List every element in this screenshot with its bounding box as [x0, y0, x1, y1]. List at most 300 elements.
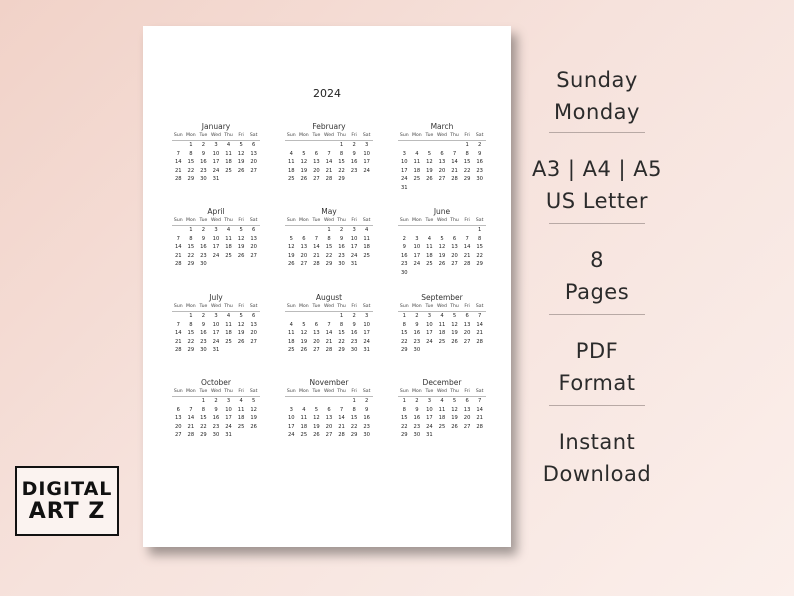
weekday-label: Thu	[448, 217, 461, 226]
day-cell: 25	[237, 423, 245, 430]
day-cell: 4	[289, 321, 293, 328]
day-cell: 28	[325, 347, 333, 354]
day-cell: 26	[237, 252, 245, 259]
weekday-label: Sun	[172, 388, 185, 397]
day-cell: 31	[426, 432, 433, 439]
day-cell: 28	[476, 423, 483, 430]
weekday-label: Wed	[323, 217, 336, 226]
weekday-label: Fri	[235, 388, 248, 397]
day-cell: 16	[476, 159, 483, 166]
weekday-label: Fri	[235, 217, 248, 226]
day-cell: 15	[476, 244, 483, 251]
day-cell: 29	[187, 176, 195, 183]
day-cell: 13	[250, 150, 257, 157]
weekday-label: Thu	[448, 132, 461, 141]
day-cell: 5	[452, 398, 457, 404]
day-cell: 14	[476, 406, 483, 413]
day-cell: 18	[300, 423, 308, 430]
empty-cell	[310, 141, 323, 150]
day-cell: 18	[225, 159, 232, 166]
feature-line: US Letter	[545, 189, 649, 213]
day-cell: 31	[212, 347, 220, 354]
day-cell: 20	[174, 423, 182, 430]
weekday-label: Tue	[423, 303, 436, 312]
day-cell: 20	[250, 244, 257, 251]
day-cell: 9	[201, 150, 206, 157]
day-cell: 17	[363, 330, 370, 337]
feature-line: Instant	[558, 430, 636, 454]
day-cell: 7	[327, 321, 331, 328]
day-cell: 17	[400, 167, 408, 174]
weekday-label: Sat	[360, 132, 373, 141]
day-cell: 6	[314, 321, 319, 328]
day-cell: 31	[225, 432, 232, 439]
day-cell: 18	[287, 338, 295, 345]
empty-cell	[310, 226, 323, 235]
feature-start-day	[518, 64, 676, 128]
day-cell: 11	[300, 415, 308, 422]
day-cell: 14	[338, 415, 345, 422]
month-grid	[172, 132, 260, 184]
day-cell: 29	[476, 261, 483, 268]
month-name: April	[207, 207, 225, 216]
weekday-label: Tue	[423, 132, 436, 141]
day-cell: 22	[350, 423, 358, 430]
day-cell: 10	[225, 406, 232, 413]
day-cell: 4	[239, 398, 243, 404]
day-cell: 24	[350, 252, 358, 259]
weekday-label: Sat	[473, 217, 486, 226]
empty-cell	[323, 141, 336, 150]
day-cell: 19	[313, 423, 320, 430]
day-cell: 6	[440, 150, 444, 157]
day-cell: 18	[225, 330, 232, 337]
month-may	[285, 206, 373, 269]
month-grid	[285, 217, 373, 269]
day-cell: 27	[250, 338, 257, 345]
day-cell: 5	[252, 398, 256, 404]
day-cell: 15	[338, 159, 345, 166]
month-grid	[398, 132, 486, 193]
day-cell: 11	[225, 321, 232, 328]
day-cell: 5	[314, 406, 319, 413]
day-cell: 27	[463, 423, 471, 430]
day-cell: 28	[476, 338, 483, 345]
day-cell: 27	[313, 176, 320, 183]
day-cell: 24	[413, 261, 421, 268]
day-cell: 20	[463, 415, 471, 422]
day-cell: 28	[174, 347, 182, 354]
day-cell: 14	[174, 159, 182, 166]
day-cell: 4	[226, 227, 231, 233]
day-cell: 3	[415, 235, 419, 242]
logo-line: ART Z	[28, 499, 106, 524]
empty-cell	[285, 397, 298, 406]
day-cell: 19	[287, 252, 295, 259]
month-name: August	[315, 293, 343, 302]
feature-line: 8	[590, 248, 604, 272]
month-december	[398, 377, 486, 440]
day-cell: 4	[415, 150, 419, 157]
weekday-label: Wed	[436, 303, 449, 312]
day-cell: 30	[338, 261, 345, 268]
day-cell: 9	[402, 244, 406, 251]
day-cell: 26	[250, 423, 257, 430]
day-cell: 30	[200, 347, 207, 354]
day-cell: 7	[478, 313, 482, 319]
day-cell: 3	[365, 313, 369, 319]
empty-cell	[285, 312, 298, 321]
divider	[549, 405, 645, 406]
empty-cell	[172, 397, 185, 406]
day-cell: 27	[438, 176, 446, 183]
day-cell: 30	[413, 432, 421, 439]
feature-pages	[518, 244, 676, 308]
day-cell: 22	[400, 423, 408, 430]
day-cell: 2	[415, 398, 419, 404]
weekday-label: Sun	[285, 388, 298, 397]
day-cell: 28	[451, 176, 458, 183]
feature-format	[518, 335, 676, 399]
weekday-label: Sat	[360, 217, 373, 226]
weekday-label: Mon	[411, 132, 424, 141]
day-cell: 8	[339, 150, 344, 157]
day-cell: 10	[212, 150, 220, 157]
day-cell: 24	[426, 423, 433, 430]
weekday-label: Thu	[335, 217, 348, 226]
day-cell: 31	[350, 261, 358, 268]
day-cell: 9	[339, 235, 344, 242]
empty-cell	[323, 397, 336, 406]
weekday-label: Tue	[197, 217, 210, 226]
day-cell: 21	[451, 167, 458, 174]
day-cell: 18	[438, 330, 446, 337]
day-cell: 10	[426, 406, 433, 413]
day-cell: 11	[287, 330, 295, 337]
day-cell: 10	[287, 415, 295, 422]
day-cell: 15	[338, 330, 345, 337]
weekday-label: Sat	[247, 303, 260, 312]
day-cell: 8	[201, 406, 206, 413]
weekday-label: Tue	[310, 388, 323, 397]
day-cell: 19	[237, 159, 245, 166]
day-cell: 16	[200, 244, 207, 251]
feature-sizes	[518, 153, 676, 217]
day-cell: 7	[176, 150, 180, 157]
day-cell: 12	[287, 244, 295, 251]
month-name: March	[430, 122, 454, 131]
day-cell: 21	[174, 252, 182, 259]
weekday-label: Tue	[197, 132, 210, 141]
month-october	[172, 377, 260, 440]
day-cell: 7	[314, 235, 319, 242]
day-cell: 1	[478, 227, 482, 233]
weekday-label: Mon	[298, 217, 311, 226]
day-cell: 24	[426, 338, 433, 345]
weekday-label: Tue	[310, 217, 323, 226]
day-cell: 26	[237, 167, 245, 174]
day-cell: 29	[463, 176, 471, 183]
day-cell: 4	[427, 235, 432, 242]
day-cell: 1	[327, 227, 331, 233]
day-cell: 23	[200, 167, 207, 174]
day-cell: 26	[300, 347, 308, 354]
day-cell: 11	[363, 235, 370, 242]
day-cell: 19	[426, 167, 433, 174]
day-cell: 16	[413, 330, 421, 337]
day-cell: 29	[338, 176, 345, 183]
day-cell: 31	[363, 347, 370, 354]
weekday-label: Mon	[411, 388, 424, 397]
weekday-label: Sun	[398, 132, 411, 141]
weekday-label: Sun	[398, 388, 411, 397]
day-cell: 15	[400, 415, 408, 422]
day-cell: 1	[189, 313, 193, 319]
empty-cell	[310, 397, 323, 406]
day-cell: 2	[352, 142, 356, 148]
empty-cell	[411, 226, 424, 235]
month-june	[398, 206, 486, 278]
day-cell: 16	[400, 252, 408, 259]
day-cell: 5	[440, 235, 444, 242]
day-cell: 22	[187, 252, 195, 259]
day-cell: 22	[400, 338, 408, 345]
day-cell: 5	[289, 235, 293, 242]
day-cell: 23	[476, 167, 483, 174]
day-cell: 12	[300, 330, 308, 337]
day-cell: 30	[200, 176, 207, 183]
day-cell: 29	[325, 261, 333, 268]
day-cell: 16	[350, 330, 358, 337]
day-cell: 16	[212, 415, 220, 422]
weekday-label: Fri	[348, 217, 361, 226]
weekday-label: Thu	[222, 303, 235, 312]
day-cell: 20	[438, 167, 446, 174]
day-cell: 7	[339, 406, 344, 413]
empty-cell	[423, 226, 436, 235]
day-cell: 30	[200, 261, 207, 268]
day-cell: 7	[452, 150, 457, 157]
weekday-label: Sat	[247, 132, 260, 141]
day-cell: 25	[225, 167, 232, 174]
day-cell: 7	[176, 321, 180, 328]
day-cell: 13	[313, 330, 320, 337]
day-cell: 24	[212, 252, 220, 259]
month-april	[172, 206, 260, 269]
day-cell: 22	[338, 167, 345, 174]
day-cell: 21	[338, 423, 345, 430]
day-cell: 16	[363, 415, 370, 422]
day-cell: 22	[338, 338, 345, 345]
day-cell: 24	[225, 423, 232, 430]
day-cell: 11	[225, 235, 232, 242]
day-cell: 4	[440, 398, 444, 404]
weekday-label: Sat	[360, 388, 373, 397]
day-cell: 8	[339, 321, 344, 328]
weekday-label: Tue	[310, 303, 323, 312]
month-name: February	[312, 122, 346, 131]
day-cell: 9	[365, 406, 369, 413]
day-cell: 17	[212, 244, 220, 251]
empty-cell	[298, 312, 311, 321]
day-cell: 12	[300, 159, 308, 166]
day-cell: 29	[350, 432, 358, 439]
day-cell: 30	[413, 347, 421, 354]
feature-line: A3 | A4 | A5	[531, 157, 663, 181]
empty-cell	[398, 141, 411, 150]
day-cell: 29	[400, 432, 408, 439]
weekday-label: Tue	[197, 303, 210, 312]
month-july	[172, 292, 260, 355]
month-grid	[285, 303, 373, 355]
month-name: July	[209, 293, 223, 302]
weekday-label: Wed	[436, 217, 449, 226]
day-cell: 15	[200, 415, 207, 422]
day-cell: 30	[400, 269, 408, 276]
day-cell: 2	[339, 227, 344, 233]
day-cell: 3	[427, 313, 432, 319]
day-cell: 27	[451, 261, 458, 268]
day-cell: 11	[225, 150, 232, 157]
day-cell: 27	[250, 167, 257, 174]
weekday-label: Tue	[197, 388, 210, 397]
month-name: September	[421, 293, 463, 302]
day-cell: 26	[287, 261, 295, 268]
day-cell: 2	[415, 313, 419, 319]
day-cell: 8	[189, 150, 193, 157]
day-cell: 14	[187, 415, 195, 422]
day-cell: 2	[214, 398, 218, 404]
weekday-label: Sat	[473, 132, 486, 141]
weekday-label: Sun	[398, 217, 411, 226]
day-cell: 26	[426, 176, 433, 183]
day-cell: 3	[214, 142, 218, 148]
day-cell: 9	[214, 406, 218, 413]
weekday-label: Wed	[210, 303, 223, 312]
day-cell: 19	[451, 330, 458, 337]
month-september	[398, 292, 486, 355]
day-cell: 24	[212, 338, 220, 345]
day-cell: 19	[300, 338, 308, 345]
day-cell: 18	[225, 244, 232, 251]
weekday-label: Mon	[298, 303, 311, 312]
day-cell: 15	[325, 244, 333, 251]
weekday-label: Mon	[411, 303, 424, 312]
month-name: December	[422, 378, 462, 387]
day-cell: 8	[352, 406, 356, 413]
day-cell: 23	[363, 423, 370, 430]
weekday-label: Wed	[323, 303, 336, 312]
day-cell: 11	[413, 159, 421, 166]
day-cell: 6	[252, 313, 256, 319]
weekday-label: Thu	[335, 303, 348, 312]
day-cell: 9	[352, 150, 356, 157]
day-cell: 7	[465, 235, 469, 242]
day-cell: 15	[350, 415, 358, 422]
weekday-label: Fri	[348, 303, 361, 312]
day-cell: 21	[174, 338, 182, 345]
day-cell: 29	[400, 347, 408, 354]
day-cell: 3	[427, 398, 432, 404]
day-cell: 29	[338, 347, 345, 354]
day-cell: 23	[413, 338, 421, 345]
calendar-year: 2024	[313, 87, 341, 100]
empty-cell	[411, 141, 424, 150]
month-november	[285, 377, 373, 440]
day-cell: 1	[402, 398, 406, 404]
day-cell: 20	[463, 330, 471, 337]
day-cell: 19	[237, 244, 245, 251]
day-cell: 16	[200, 330, 207, 337]
day-cell: 12	[313, 415, 320, 422]
weekday-label: Tue	[423, 217, 436, 226]
day-cell: 13	[250, 235, 257, 242]
empty-cell	[398, 226, 411, 235]
weekday-label: Fri	[235, 303, 248, 312]
day-cell: 11	[438, 406, 446, 413]
day-cell: 25	[426, 261, 433, 268]
month-name: November	[309, 378, 349, 387]
day-cell: 5	[239, 142, 243, 148]
weekday-label: Thu	[222, 132, 235, 141]
weekday-label: Sun	[285, 217, 298, 226]
feature-line: Monday	[554, 100, 640, 124]
day-cell: 31	[400, 184, 408, 191]
day-cell: 18	[438, 415, 446, 422]
weekday-label: Mon	[185, 132, 198, 141]
day-cell: 21	[325, 167, 333, 174]
day-cell: 7	[327, 150, 331, 157]
day-cell: 2	[365, 398, 369, 404]
weekday-label: Fri	[461, 217, 474, 226]
day-cell: 3	[289, 406, 293, 413]
weekday-label: Mon	[411, 217, 424, 226]
weekday-label: Mon	[185, 217, 198, 226]
month-name: May	[321, 207, 337, 216]
day-cell: 20	[325, 423, 333, 430]
weekday-label: Sat	[247, 217, 260, 226]
day-cell: 5	[239, 227, 243, 233]
day-cell: 27	[325, 432, 333, 439]
day-cell: 24	[400, 176, 408, 183]
day-cell: 26	[451, 338, 458, 345]
day-cell: 12	[237, 150, 245, 157]
day-cell: 25	[413, 176, 421, 183]
divider	[549, 314, 645, 315]
day-cell: 19	[250, 415, 257, 422]
day-cell: 13	[463, 406, 471, 413]
day-cell: 13	[463, 321, 471, 328]
logo-line: DIGITAL	[21, 478, 113, 500]
day-cell: 31	[212, 176, 220, 183]
day-cell: 2	[201, 142, 206, 148]
day-cell: 14	[463, 244, 471, 251]
empty-cell	[298, 141, 311, 150]
day-cell: 17	[426, 415, 433, 422]
day-cell: 1	[402, 313, 406, 319]
day-cell: 10	[413, 244, 421, 251]
day-cell: 17	[350, 244, 358, 251]
day-cell: 10	[350, 235, 358, 242]
day-cell: 17	[225, 415, 232, 422]
day-cell: 30	[363, 432, 370, 439]
day-cell: 12	[237, 321, 245, 328]
day-cell: 12	[451, 406, 458, 413]
weekday-label: Tue	[310, 132, 323, 141]
day-cell: 27	[463, 338, 471, 345]
weekday-label: Sun	[398, 303, 411, 312]
brand-logo	[15, 466, 119, 536]
